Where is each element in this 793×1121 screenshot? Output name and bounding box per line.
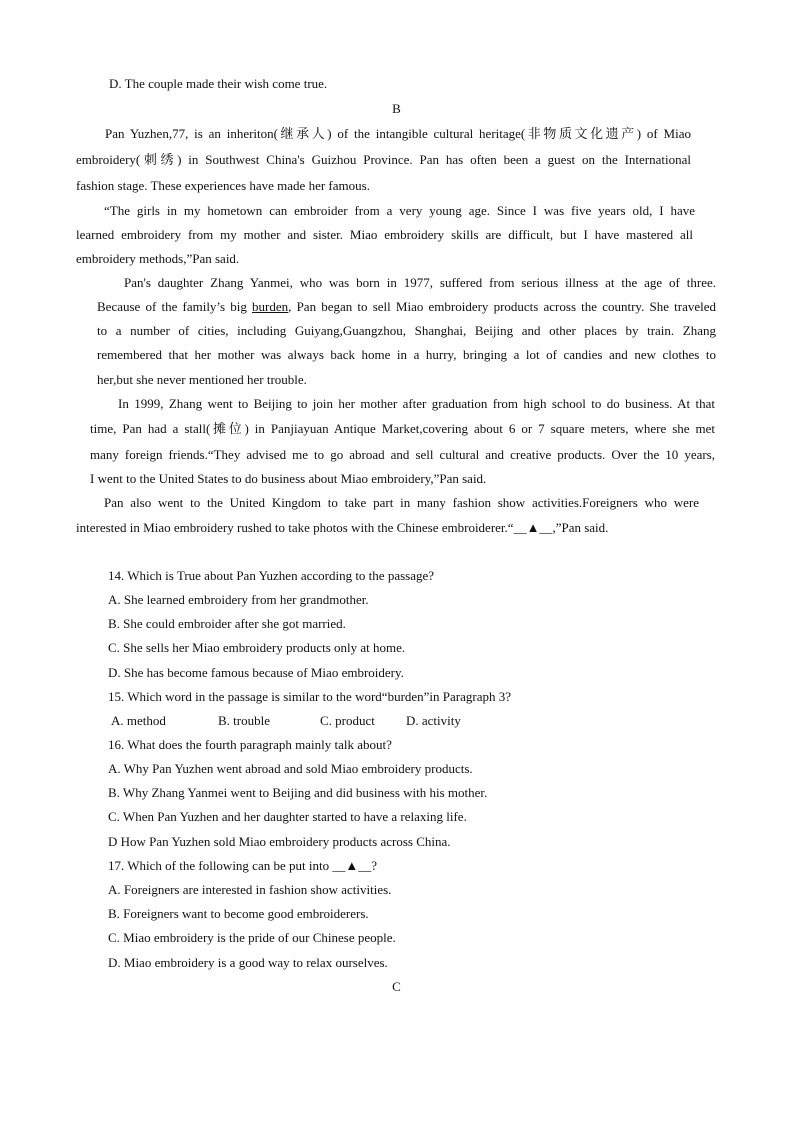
q16-option-a: A. Why Pan Yuzhen went abroad and sold Miao embroidery products. bbox=[108, 761, 473, 776]
para5-line1: Pan also went to the United Kingdom to take part in many fashion show activities.Foreigners who were bbox=[104, 495, 699, 510]
q16-option-c: C. When Pan Yuzhen and her daughter started to have a relaxing life. bbox=[108, 809, 467, 824]
burden-word: burden bbox=[252, 299, 289, 314]
para5-line2-post: ,”Pan said. bbox=[552, 520, 609, 535]
q15-option-d: D. activity bbox=[406, 713, 461, 728]
q17-option-b: B. Foreigners want to become good embroiderers. bbox=[108, 906, 369, 921]
para3-line2-pre: Because of the family’s big bbox=[97, 299, 253, 314]
para2-line3: embroidery methods,”Pan said. bbox=[76, 251, 240, 266]
question-15: 15. Which word in the passage is similar to the word“burden”in Paragraph 3? bbox=[108, 689, 512, 704]
para3-line4: remembered that her mother was always back home in a hurry, bringing a lot of candies and new clothes to bbox=[97, 347, 716, 362]
para3-line1: Pan's daughter Zhang Yanmei, who was born in 1977, suffered from serious illness at the age of three. bbox=[124, 275, 716, 290]
para3-line5: her,but she never mentioned her trouble. bbox=[97, 372, 307, 387]
q17-option-a: A. Foreigners are interested in fashion show activities. bbox=[108, 882, 392, 897]
para4-line4: I went to the United States to do business about Miao embroidery,”Pan said. bbox=[90, 471, 487, 486]
para4-line2: time, Pan had a stall(摊位) in Panjiayuan Antique Market,covering about 6 or 7 square meters, where she met bbox=[90, 421, 715, 436]
q14-option-d: D. She has become famous because of Miao embroidery. bbox=[108, 665, 404, 680]
question-16: 16. What does the fourth paragraph mainly talk about? bbox=[108, 737, 392, 752]
option-d-previous: D. The couple made their wish come true. bbox=[109, 76, 328, 91]
para2-line2: learned embroidery from my mother and sister. Miao embroidery skills are difficult, but I have mastered all bbox=[76, 227, 693, 242]
q14-option-a: A. She learned embroidery from her grandmother. bbox=[108, 592, 369, 607]
answer-blank: __▲__ bbox=[513, 520, 553, 535]
q17-option-d: D. Miao embroidery is a good way to relax ourselves. bbox=[108, 955, 388, 970]
section-heading-b: B bbox=[392, 101, 401, 116]
q15-option-b: B. trouble bbox=[218, 713, 270, 728]
q16-option-d: D How Pan Yuzhen sold Miao embroidery products across China. bbox=[108, 834, 451, 849]
q14-option-c: C. She sells her Miao embroidery products only at home. bbox=[108, 640, 406, 655]
para2-line1: “The girls in my hometown can embroider from a very young age. Since I was five years old, I have bbox=[104, 203, 695, 218]
para3-line2 bbox=[97, 299, 716, 315]
question-14: 14. Which is True about Pan Yuzhen according to the passage? bbox=[108, 568, 435, 583]
q15-option-a: A. method bbox=[111, 713, 166, 728]
q14-option-b: B. She could embroider after she got married. bbox=[108, 616, 346, 631]
para5-line2-pre: interested in Miao embroidery rushed to take photos with the Chinese embroiderer.“ bbox=[76, 520, 514, 535]
q15-option-c: C. product bbox=[320, 713, 375, 728]
para4-line3: many foreign friends.“They advised me to go abroad and sell cultural and creative products. Over the 10 years, bbox=[90, 447, 715, 462]
para4-line1: In 1999, Zhang went to Beijing to join her mother after graduation from high school to do business. At that bbox=[118, 396, 715, 411]
section-heading-c: C bbox=[392, 979, 401, 994]
para1-line1: Pan Yuzhen,77, is an inheriton(继承人) of the intangible cultural heritage(非物质文化遗产) of Miao bbox=[105, 126, 691, 141]
question-17: 17. Which of the following can be put into __▲__? bbox=[108, 858, 377, 873]
para1-line2: embroidery(刺绣) in Southwest China's Guizhou Province. Pan has often been a guest on the International bbox=[76, 152, 691, 167]
para3-line3: to a number of cities, including Guiyang,Guangzhou, Shanghai, Beijing and other places by train. Zhang bbox=[97, 323, 716, 338]
para3-line2-post: , Pan began to sell Miao embroidery products across the country. She traveled bbox=[288, 299, 716, 314]
q17-option-c: C. Miao embroidery is the pride of our Chinese people. bbox=[108, 930, 396, 945]
q16-option-b: B. Why Zhang Yanmei went to Beijing and did business with his mother. bbox=[108, 785, 488, 800]
para1-line3: fashion stage. These experiences have made her famous. bbox=[76, 178, 370, 193]
para5-line2 bbox=[76, 520, 608, 536]
